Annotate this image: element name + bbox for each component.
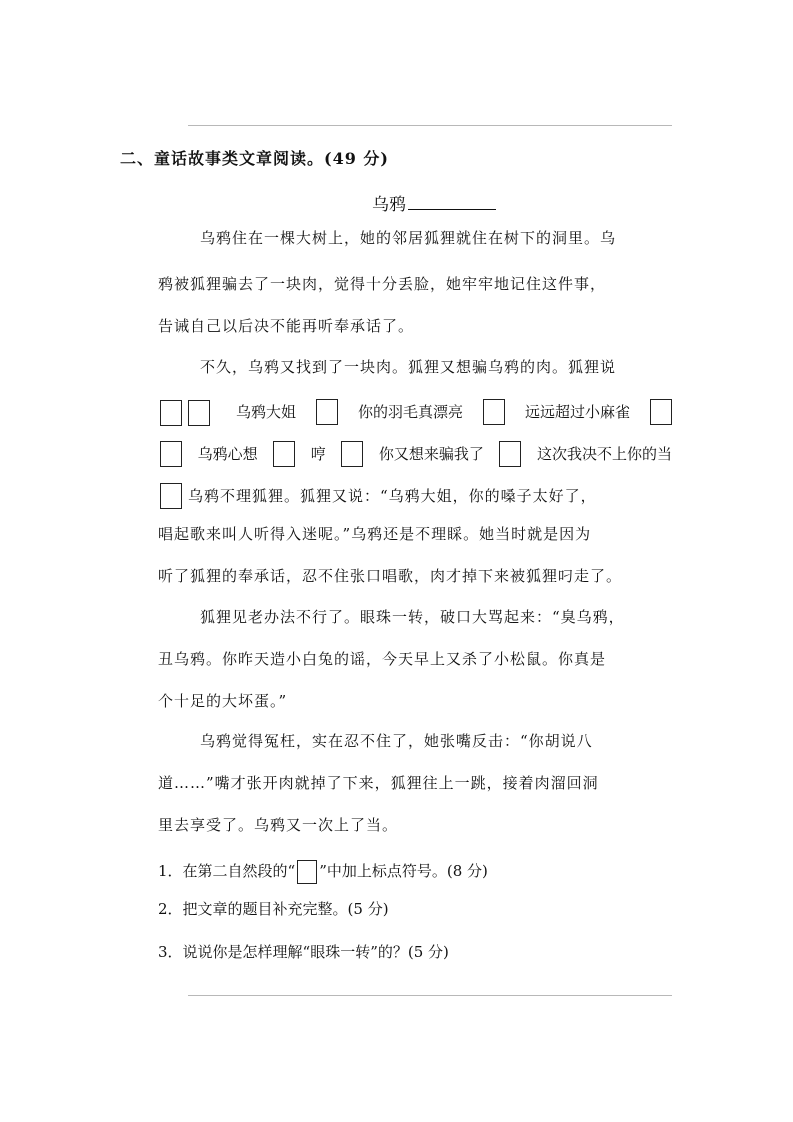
text-segment: 远远超过小麻雀	[524, 403, 630, 421]
paragraph-2-line-4	[160, 481, 672, 511]
paragraph-2-line-1: 不久，乌鸦又找到了一块肉。狐狸又想骗乌鸦的肉。狐狸说	[200, 358, 617, 376]
text-segment: 你的羽毛真漂亮	[357, 403, 463, 421]
paragraph-4-line-2: 道……”嘴才张开肉就掉了下来，狐狸往上一跳，接着肉溜回洞	[158, 774, 599, 792]
bottom-divider	[188, 995, 672, 996]
punctuation-box[interactable]	[316, 399, 338, 425]
question-1	[158, 858, 488, 884]
question-text: ”中加上标点符号。(8 分)	[319, 862, 488, 880]
question-number: 2．	[158, 900, 183, 918]
paragraph-1-line-3: 告诫自己以后决不能再听奉承话了。	[158, 317, 415, 335]
punctuation-box[interactable]	[160, 400, 182, 426]
section-title: 二、童话故事类文章阅读。(49 分)	[120, 149, 389, 168]
paragraph-1-line-2: 鸦被狐狸骗去了一块肉，觉得十分丢脸，她牢牢地记住这件事，	[158, 275, 607, 293]
punctuation-box[interactable]	[341, 441, 363, 467]
punctuation-box[interactable]	[650, 399, 672, 425]
text-segment: 你又想来骗我了	[378, 445, 484, 463]
paragraph-2-line-6: 听了狐狸的奉承话，忍不住张口唱歌，肉才掉下来被狐狸叼走了。	[158, 567, 623, 585]
paragraph-2-line-2	[160, 397, 672, 427]
paragraph-1-line-1: 乌鸦住在一棵大树上，她的邻居狐狸就住在树下的洞里。乌	[200, 229, 617, 247]
text-segment: 乌鸦不理狐狸。狐狸又说：“乌鸦大姐，你的嗓子太好了，	[188, 487, 597, 505]
punctuation-box[interactable]	[188, 400, 210, 426]
punctuation-box[interactable]	[499, 441, 521, 467]
question-text: 在第二自然段的“	[182, 862, 296, 880]
title-blank-line[interactable]	[408, 195, 496, 210]
question-number: 1．	[158, 862, 183, 880]
text-segment: 乌鸦心想	[197, 445, 258, 463]
paragraph-3-line-2: 丑乌鸦。你昨天造小白兔的谣，今天早上又杀了小松鼠。你真是	[158, 650, 607, 668]
question-number: 3．	[158, 943, 183, 961]
text-segment: 乌鸦大姐	[235, 403, 296, 421]
question-text: 说说你是怎样理解“眼珠一转”的？(5 分)	[182, 943, 449, 961]
top-divider	[188, 125, 672, 126]
story-title-text: 乌鸦	[372, 195, 406, 215]
question-2	[158, 896, 389, 922]
sample-box	[297, 860, 317, 884]
paragraph-2-line-5: 唱起歌来叫人听得入迷呢。”乌鸦还是不理睬。她当时就是因为	[158, 525, 592, 543]
paragraph-2-line-3	[160, 439, 672, 469]
punctuation-box[interactable]	[160, 441, 182, 467]
text-segment: 这次我决不上你的当	[536, 445, 672, 463]
story-title	[372, 190, 496, 215]
punctuation-box[interactable]	[160, 483, 182, 509]
paragraph-4-line-3: 里去享受了。乌鸦又一次上了当。	[158, 816, 399, 834]
punctuation-box[interactable]	[273, 441, 295, 467]
paragraph-4-line-1: 乌鸦觉得冤枉，实在忍不住了，她张嘴反击：“你胡说八	[200, 732, 593, 750]
text-segment: 哼	[310, 445, 326, 463]
question-text: 把文章的题目补充完整。(5 分)	[182, 900, 389, 918]
question-3	[158, 939, 449, 965]
punctuation-box[interactable]	[483, 399, 505, 425]
paragraph-3-line-3: 个十足的大坏蛋。”	[158, 692, 288, 710]
paragraph-3-line-1: 狐狸见老办法不行了。眼珠一转，破口大骂起来：“臭乌鸦，	[200, 608, 625, 626]
